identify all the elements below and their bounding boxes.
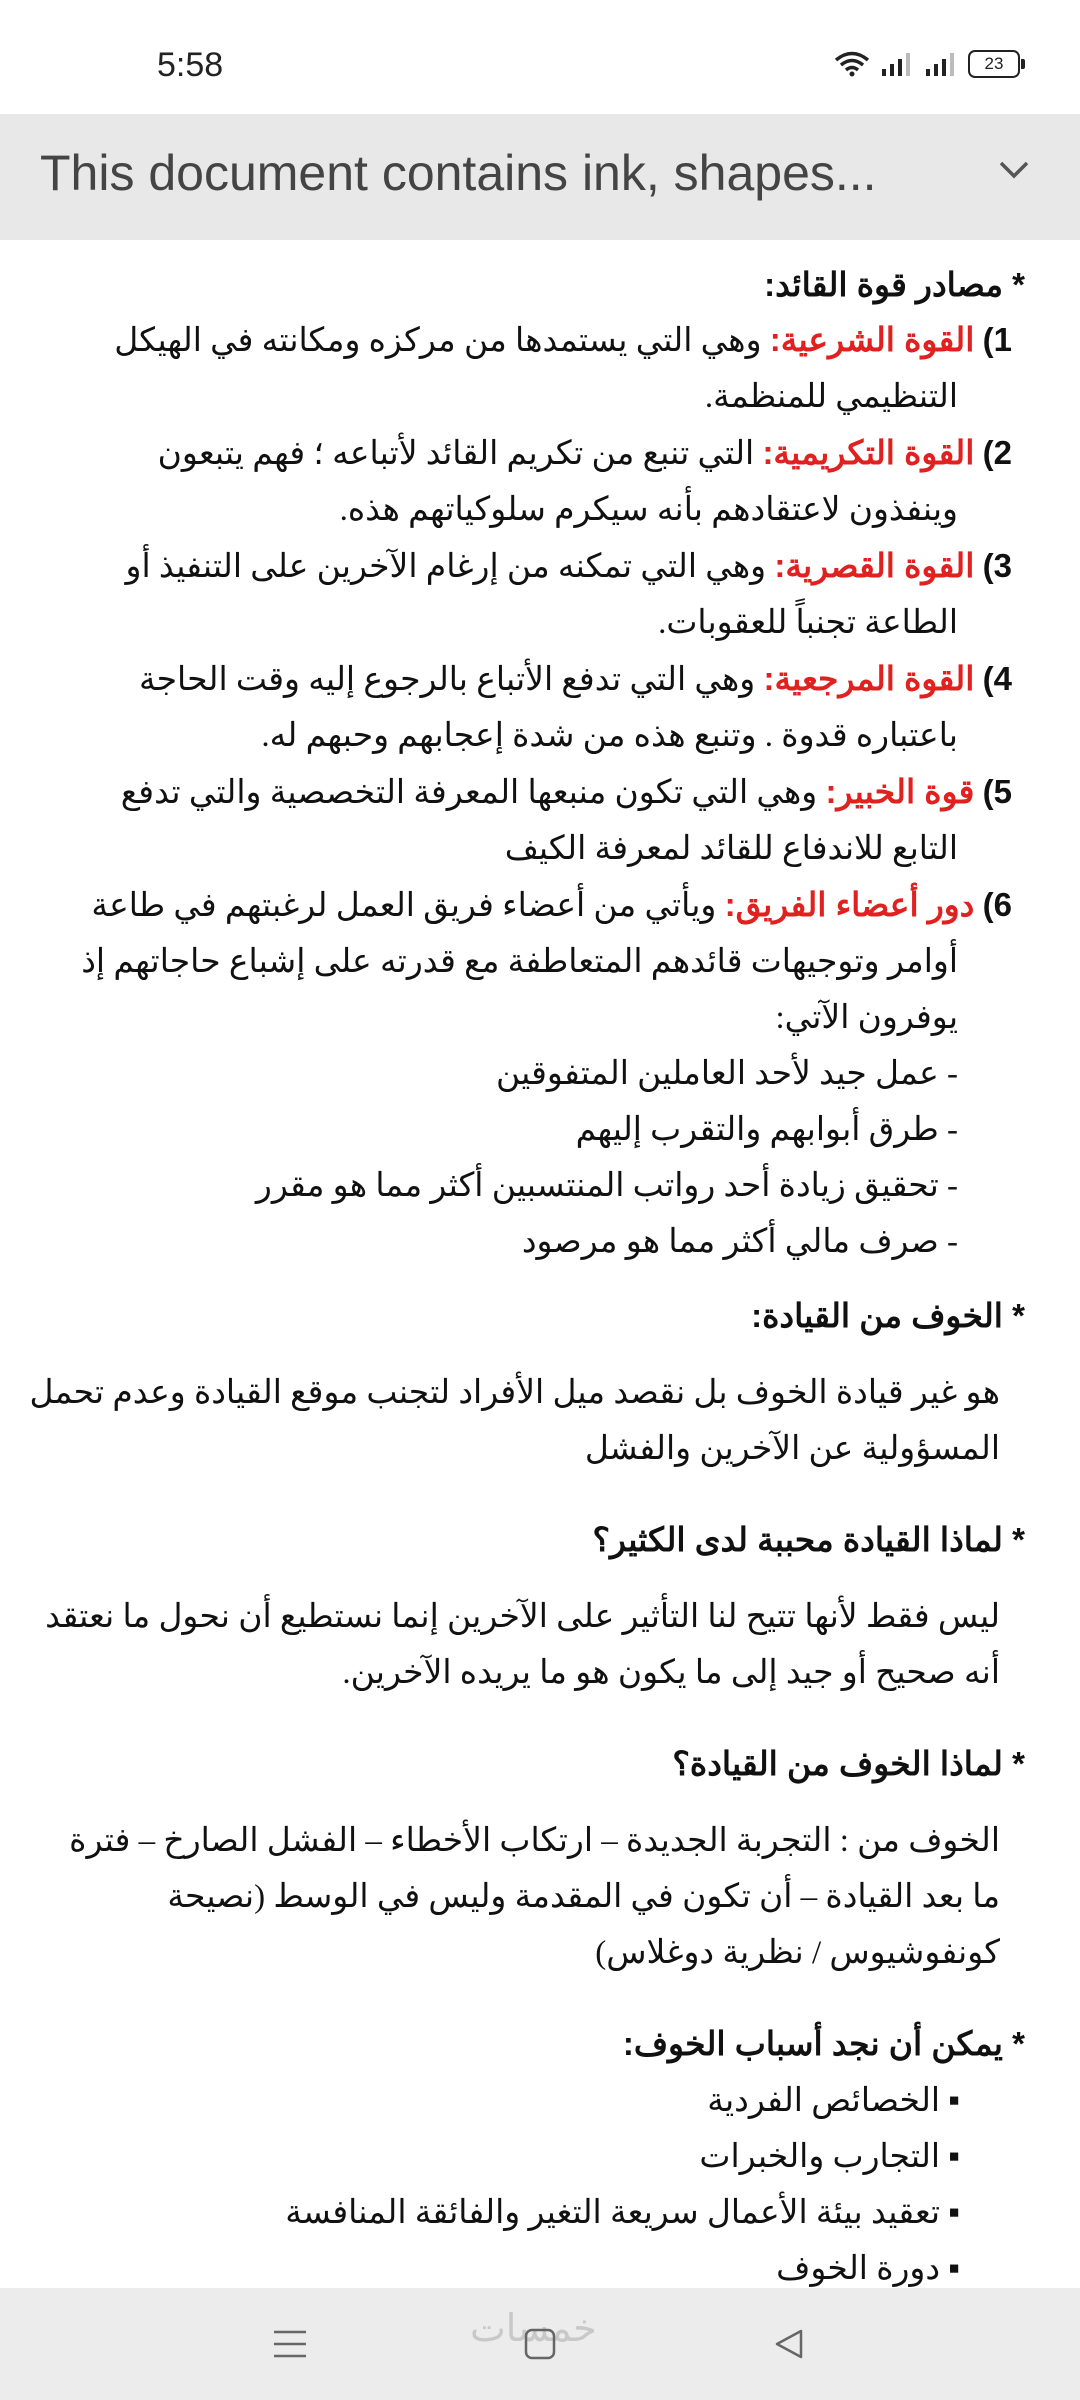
item-text: التي تنبع من تكريم القائد لأتباعه ؛ فهم يتبعون xyxy=(157,436,763,472)
item-continuation: التابع للاندفاع للقائد لمعرفة الكيف xyxy=(504,831,958,867)
item-continuation: يوفرون الآتي: xyxy=(775,1000,958,1036)
heading-fear-causes: * يمكن أن نجد أسباب الخوف: xyxy=(622,2025,1025,2062)
dash-item: - صرف مالي أكثر مما هو مرصود xyxy=(521,1224,958,1260)
status-icons xyxy=(834,50,1020,78)
wifi-icon xyxy=(834,51,870,77)
item-continuation: باعتباره قدوة . وتنبع هذه من شدة إعجابهم وحبهم له. xyxy=(261,718,958,754)
item-term: قوة الخبير: xyxy=(825,773,975,810)
item-text: ويأتي من أعضاء فريق العمل لرغبتهم في طاعة xyxy=(91,888,725,924)
paragraph-line: المسؤولية عن الآخرين والفشل xyxy=(584,1431,1000,1467)
item-number: 1) xyxy=(982,321,1012,358)
item-term: القوة المرجعية: xyxy=(763,660,975,697)
item-number: 5) xyxy=(982,773,1012,810)
item-text: وهي التي تمكنه من إرغام الآخرين على التنفيذ أو xyxy=(125,549,775,585)
item-continuation: وينفذون لاعتقادهم بأنه سيكرم سلوكياتهم هذه. xyxy=(339,492,958,528)
heading-fear-of-leadership: * الخوف من القيادة: xyxy=(751,1297,1025,1334)
paragraph-line: ليس فقط لأنها تتيح لنا التأثير على الآخرين إنما نستطيع أن نحول ما نعتقد xyxy=(45,1599,1000,1635)
item-number: 2) xyxy=(982,434,1012,471)
item-text: وهي التي تدفع الأتباع بالرجوع إليه وقت الحاجة xyxy=(138,662,764,698)
paragraph-line: كونفوشيوس / نظرية دوغلاس) xyxy=(595,1935,1000,1971)
bullet-item: ▪ الخصائص الفردية xyxy=(707,2083,960,2119)
item-number: 6) xyxy=(982,886,1012,923)
item-term: دور أعضاء الفريق: xyxy=(724,886,975,923)
status-bar xyxy=(0,0,1080,114)
signal-icon-2 xyxy=(924,51,958,77)
list-item xyxy=(91,885,1012,925)
item-continuation: التنظيمي للمنظمة. xyxy=(704,379,958,415)
item-number: 4) xyxy=(982,660,1012,697)
chevron-down-icon[interactable] xyxy=(998,160,1030,180)
signal-icon xyxy=(880,51,914,77)
dash-item: - طرق أبوابهم والتقرب إليهم xyxy=(575,1112,958,1148)
document-content xyxy=(0,240,1080,2288)
list-item xyxy=(126,546,1012,586)
list-item xyxy=(114,320,1012,360)
back-icon[interactable] xyxy=(772,2327,806,2361)
item-continuation: الطاعة تجنباً للعقوبات. xyxy=(658,605,958,641)
heading-why-fear-leadership: * لماذا الخوف من القيادة؟ xyxy=(672,1745,1025,1782)
paragraph-line: أنه صحيح أو جيد إلى ما يكون هو ما يريده الآخرين. xyxy=(342,1655,1000,1691)
paragraph-line: الخوف من : التجربة الجديدة – ارتكاب الأخطاء – الفشل الصارخ – فترة xyxy=(69,1823,1000,1859)
menu-icon[interactable] xyxy=(272,2328,308,2360)
document-banner-title: This document contains ink, shapes... xyxy=(40,145,877,201)
list-item xyxy=(139,659,1012,699)
item-term: القوة التكريمية: xyxy=(762,434,975,471)
dash-item: - تحقيق زيادة أحد رواتب المنتسبين أكثر مما هو مقرر xyxy=(255,1168,958,1204)
home-icon[interactable] xyxy=(523,2327,557,2361)
battery-icon xyxy=(968,50,1020,78)
item-number: 3) xyxy=(982,547,1012,584)
item-term: القوة الشرعية: xyxy=(769,321,975,358)
list-item xyxy=(121,772,1012,812)
item-text: وهي التي تكون منبعها المعرفة التخصصية والتي تدفع xyxy=(120,775,826,811)
list-item xyxy=(158,433,1012,473)
item-continuation: أوامر وتوجيهات قائدهم المتعاطفة مع قدرته على إشباع حاجاتهم إذ xyxy=(81,944,958,980)
document-banner[interactable] xyxy=(0,114,1080,240)
watermark: خمسات xyxy=(470,2306,597,2350)
item-text: وهي التي يستمدها من مركزه ومكانته في الهيكل xyxy=(114,323,770,359)
bullet-item: ▪ دورة الخوف xyxy=(776,2251,960,2287)
heading-leader-power-sources: * مصادر قوة القائد: xyxy=(764,266,1025,303)
item-term: القوة القصرية: xyxy=(774,547,975,584)
bullet-item: ▪ التجارب والخبرات xyxy=(699,2139,960,2175)
navigation-bar xyxy=(0,2288,1080,2400)
dash-item: - عمل جيد لأحد العاملين المتفوقين xyxy=(496,1056,958,1092)
battery-level: 23 xyxy=(984,54,1004,73)
bullet-item: ▪ تعقيد بيئة الأعمال سريعة التغير والفائقة المنافسة xyxy=(285,2195,960,2231)
paragraph-line: هو غير قيادة الخوف بل نقصد ميل الأفراد لتجنب موقع القيادة وعدم تحمل xyxy=(29,1375,1000,1411)
heading-why-leadership-loved: * لماذا القيادة محببة لدى الكثير؟ xyxy=(592,1521,1025,1558)
status-time: 5:58 xyxy=(157,46,224,84)
paragraph-line: ما بعد القيادة – أن تكون في المقدمة وليس في الوسط (نصيحة xyxy=(167,1879,1000,1915)
